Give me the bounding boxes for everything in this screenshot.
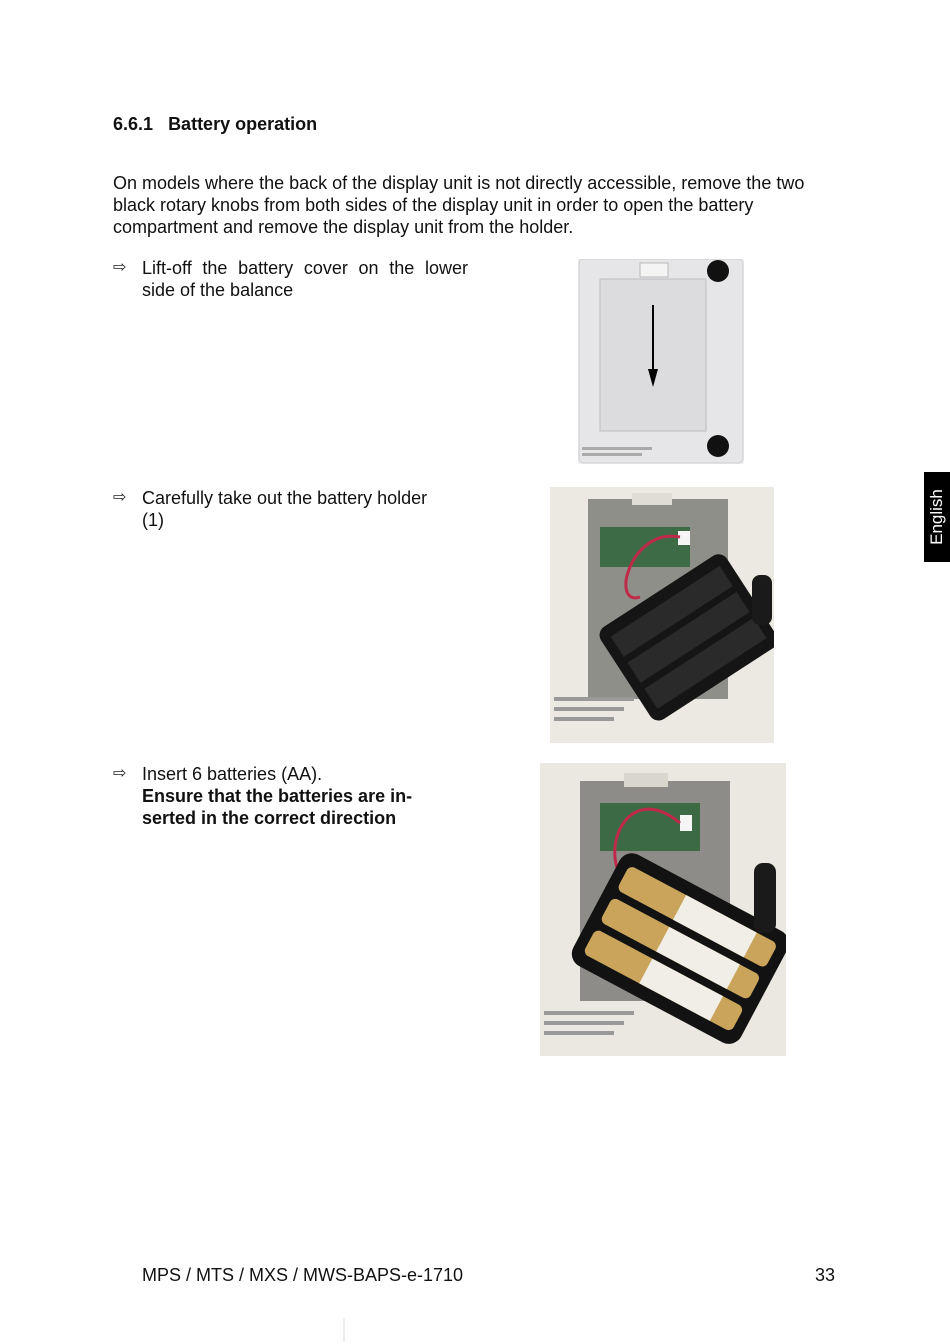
language-tab [924, 472, 950, 562]
batteries-inserted-photo [540, 763, 786, 1056]
step-2-text: Carefully take out the battery holder (1) [142, 488, 428, 530]
step-2 [113, 487, 452, 531]
scan-artifact [343, 1318, 345, 1342]
page-number: 33 [815, 1265, 836, 1285]
footer-doc-id: MPS / MTS / MXS / MWS-BAPS-e-1710 [142, 1265, 464, 1285]
section-heading [113, 114, 317, 135]
hollow-right-arrow-icon: ⇨ [113, 765, 127, 782]
section-title: Battery operation [168, 114, 318, 134]
step-1 [113, 257, 468, 301]
battery-holder-photo [550, 487, 774, 743]
step-1-text: Lift-off the battery cover on the lower side of the balance [142, 258, 468, 300]
language-tab-label: English [927, 489, 947, 545]
step-3-text: Insert 6 batteries (AA). [142, 764, 323, 784]
hollow-right-arrow-icon: ⇨ [113, 259, 127, 276]
section-number: 6.6.1 [113, 114, 154, 134]
intro-paragraph: On models where the back of the display unit is not directly accessible, remove the two black rotary knobs from both sides of the display unit in order to open the battery compartment and remove the display unit from the holder. [113, 173, 805, 237]
step-3 [113, 763, 442, 829]
battery-cover-photo [578, 259, 744, 464]
step-3-warning: Ensure that the batteries are in-serted in the correct direction [142, 786, 413, 828]
hollow-right-arrow-icon: ⇨ [113, 489, 127, 506]
